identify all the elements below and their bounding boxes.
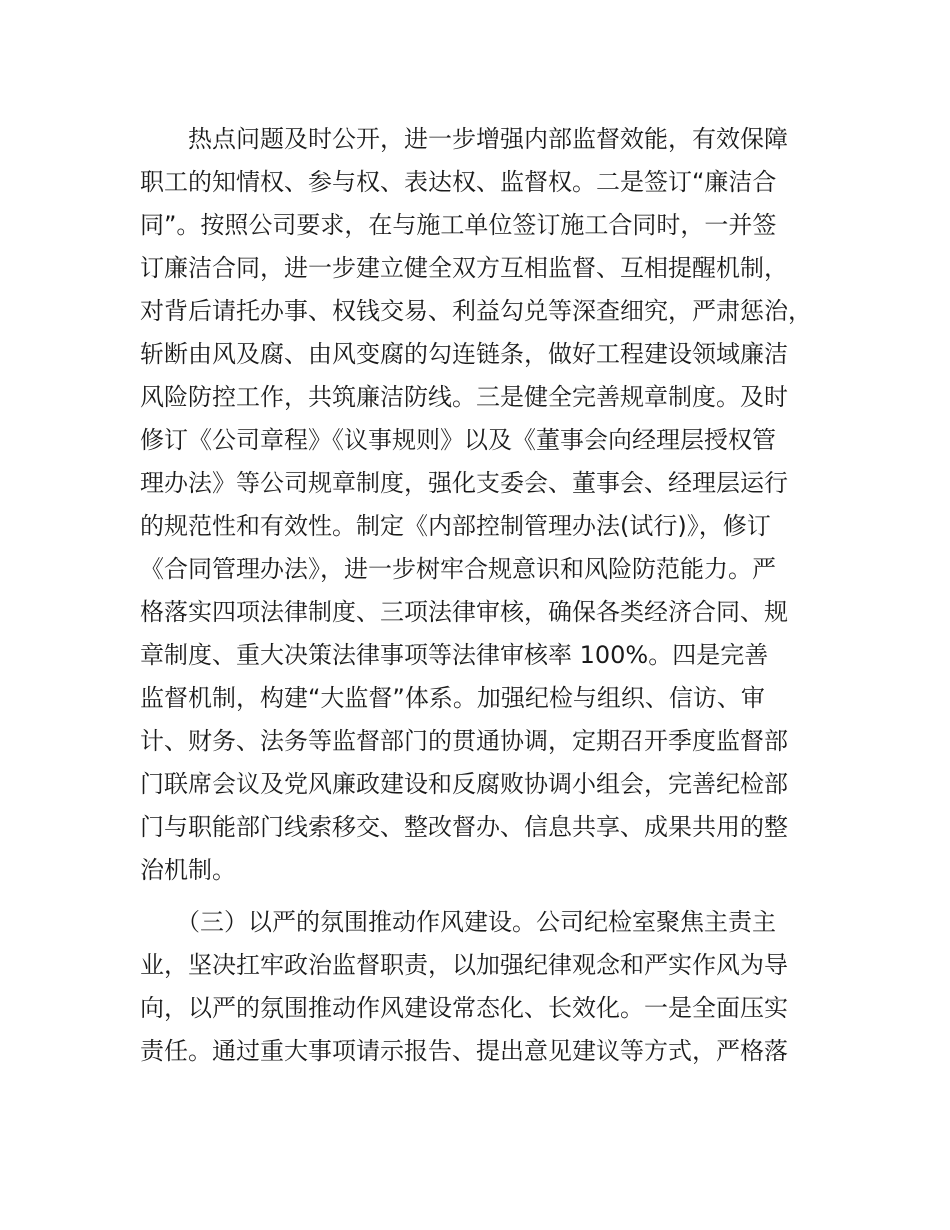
text-line: 格落实四项法律制度、三项法律审核，确保各类经济合同、规 — [140, 598, 788, 626]
text-line: 对背后请托办事、权钱交易、利益勾兑等深查细究，严肃惩治， — [140, 297, 812, 325]
text-line: 修订《公司章程》《议事规则》以及《董事会向经理层授权管 — [140, 426, 776, 454]
text-line: 理办法》等公司规章制度，强化支委会、董事会、经理层运行 — [140, 469, 788, 497]
text-line: 订廉洁合同，进一步建立健全双方互相监督、互相提醒机制， — [140, 254, 788, 282]
paragraph-gap — [140, 892, 830, 901]
text-line: 治机制。 — [140, 856, 236, 884]
text-line: 业，坚决扛牢政治监督职责，以加强纪律观念和严实作风为导 — [140, 951, 788, 979]
text-line: 计、财务、法务等监督部门的贯通协调，定期召开季度监督部 — [140, 727, 788, 755]
text-line: 斩断由风及腐、由风变腐的勾连链条，做好工程建设领域廉洁 — [140, 340, 788, 368]
text-line: 同”。按照公司要求，在与施工单位签订施工合同时，一并签 — [140, 211, 777, 239]
text-line: 风险防控工作，共筑廉洁防线。三是健全完善规章制度。及时 — [140, 383, 788, 411]
text-line: 门联席会议及党风廉政建设和反腐败协调小组会，完善纪检部 — [140, 770, 788, 798]
text-line: 章制度、重大决策法律事项等法律审核率 100%。四是完善 — [140, 641, 769, 669]
text-line: 的规范性和有效性。制定《内部控制管理办法(试行)》，修订 — [140, 512, 771, 540]
text-line: （三）以严的氛围推动作风建设。公司纪检室聚焦主责主 — [140, 908, 776, 936]
text-line: 门与职能部门线索移交、整改督办、信息共享、成果共用的整 — [140, 813, 788, 841]
body-text — [140, 118, 830, 1073]
text-line: 热点问题及时公开，进一步增强内部监督效能，有效保障 — [140, 125, 788, 153]
text-line: 责任。通过重大事项请示报告、提出意见建议等方式，严格落 — [140, 1037, 788, 1065]
text-line: 《合同管理办法》，进一步树牢合规意识和风险防范能力。严 — [140, 555, 776, 583]
text-line: 职工的知情权、参与权、表达权、监督权。二是签订“廉洁合 — [140, 168, 777, 196]
text-line: 向，以严的氛围推动作风建设常态化、长效化。一是全面压实 — [140, 994, 788, 1022]
text-line: 监督机制，构建“大监督”体系。加强纪检与组织、信访、审 — [140, 684, 765, 712]
